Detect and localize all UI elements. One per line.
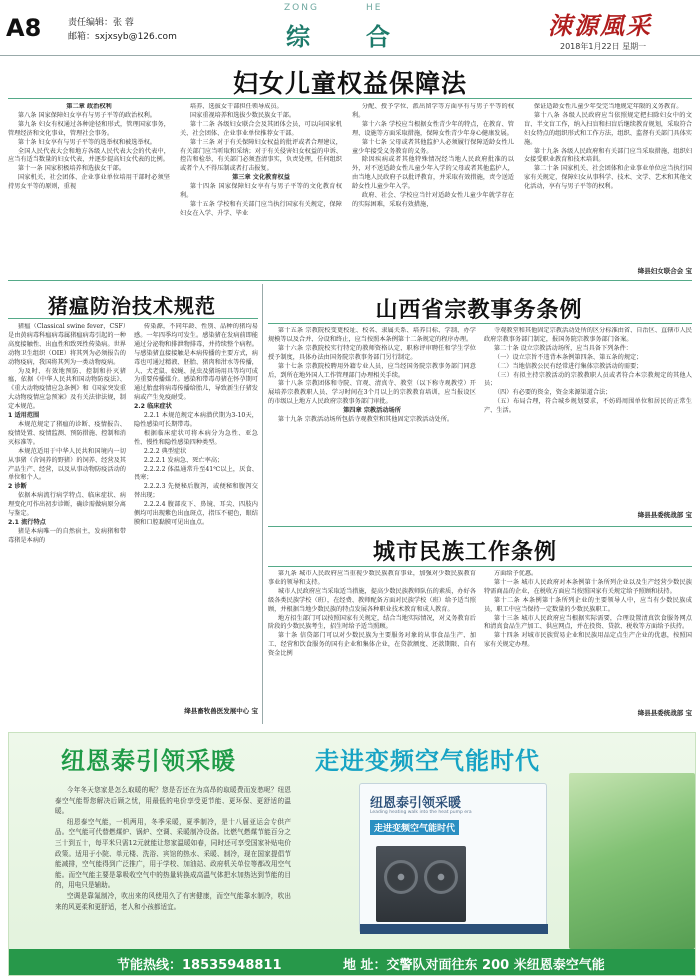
ad-card-brand: 纽恩泰引领采暖 bbox=[370, 796, 462, 811]
sub-heading: 1 适用范围 bbox=[8, 412, 40, 420]
shanxi-article-col-2 bbox=[484, 327, 692, 507]
article-paragraph: （四）有必要的资金，资金来源渠道合法； bbox=[493, 389, 612, 397]
heat-pump-product-card bbox=[359, 783, 547, 933]
article-paragraph: 政府、社会、学校应当针对适龄女性儿童少年就学存在的实际困难，采取有效措施， bbox=[352, 192, 514, 208]
ad-card-subtitle: Leading heating walk into the heat pump era bbox=[370, 810, 472, 815]
ad-paragraph: 今年冬天您家是怎么取暖的呢？您是否还在为高昂的取暖费而发愁呢？纽恩泰空气能帮您解决后顾之忧，用最低的电价享受更节能、更环保、更舒适的温暖。 bbox=[55, 786, 291, 816]
article-paragraph: 第十一条 城市人民政府对本条例第十条所列企业以及生产经营少数民族特需商品的企业，在税收方面应当按照国家有关规定给予照顾和扶持。 bbox=[484, 578, 692, 595]
divider bbox=[8, 318, 258, 319]
women-article-col-2 bbox=[180, 103, 342, 275]
article-paragraph: 城市人民政府应当采取适当措施，提高少数民族教师队伍的素质，办好各级各类民族学校（班），在经费、教师配备方面对民族学校（班）给予适当照顾，并根据当地少数民族的特点发展各种职业技术教育和成人教育。 bbox=[268, 587, 476, 613]
article-paragraph: 第十三条 城市人民政府应当根据实际需要，合理设置清真饮食服务网点和清真食品生产加工、供应网点，并在投资、贷款、税收等方面给予扶持。 bbox=[484, 614, 692, 631]
article-paragraph: 第十五条 学校和有关部门应当执行国家有关规定，保障妇女在入学、升学、毕业 bbox=[180, 200, 342, 217]
ad-card-footer-bar bbox=[360, 924, 548, 934]
article-paragraph: 第九条 妇女有权通过各种途径和形式，管理国家事务，管理经济和文化事业，管理社会事务。 bbox=[8, 120, 170, 137]
article-paragraph: 第十八条 宗教团体和寺院、宫观、清真寺、教堂（以下称寺观教堂）开展培养宗教教职人员、学习时间在3个月以上的宗教教育培训，应当报设区的市级以上地方人民政府宗教事务部门审批。 bbox=[268, 380, 476, 406]
article-paragraph: 2.2.2.4 腹部皮下、鼻镜、耳尖、四肢内侧均可出现紫色出血斑点，指压不褪色，眼结膜和口腔黏膜可见出血点。 bbox=[134, 501, 258, 526]
pig-article-signature: 绛县畜牧兽医发展中心 宝 bbox=[184, 707, 258, 715]
article-paragraph: 方面给予优惠。 bbox=[493, 570, 538, 577]
ethnic-article-signature: 绛县县委统战部 宝 bbox=[637, 709, 692, 717]
article-paragraph: 第十五条 宗教院校变更校址、校名、隶属关系、培养目标、学制、办学规模等以及合并、分设和终止，应当按照本条例第十二条规定的程序办理。 bbox=[268, 327, 476, 343]
article-paragraph: 为及时、有效地预防、控制和扑灭猪瘟，依据《中华人民共和国动物防疫法》、《重大动物疫情应急条例》和《国家突发重大动物疫情应急预案》及有关法律法规，制定本规范。 bbox=[8, 367, 126, 411]
article-paragraph: 第十四条 对城市民族贸易企业和民族用品定点生产企业的优惠，按照国家有关规定办理。 bbox=[484, 632, 692, 649]
article-paragraph: 第八条 国家保障妇女享有与男子平等的政治权利。 bbox=[17, 111, 156, 119]
article-paragraph: 根据临床症状可将本病分为急性、亚急性、慢性和隐性感染四种类型。 bbox=[134, 429, 258, 446]
article-paragraph: （三）有拟主持宗教活动的宗教教职人员或者符合本宗教规定的其他人员； bbox=[484, 371, 692, 388]
section-pinyin-1: ZONG bbox=[284, 3, 319, 13]
women-article-col-4 bbox=[524, 103, 692, 265]
article-paragraph: 猪瘟（Classical swine fever，CSF）是由黄病毒科瘟病毒属猪瘟病毒引起的一种高度接触性、出血性和致死性传染病。世界动物卫生组织（OIE）将其列为必须报告的动物疫病，我国将其列为一类动物疫病。 bbox=[8, 323, 126, 366]
section-heading: 第四章 宗教活动场所 bbox=[343, 407, 401, 415]
heat-pump-unit-image bbox=[376, 846, 466, 922]
fan-icon bbox=[384, 860, 418, 894]
divider bbox=[8, 98, 692, 99]
article-paragraph: （五）布局合理，符合城乡规划要求，不妨碍周围单位和居民的正常生产、生活。 bbox=[484, 398, 692, 415]
article-paragraph: 第十六条 学校应当根据女性青少年的特点，在教育、管理、设施等方面采取措施，保障女性青少年身心健康发展。 bbox=[352, 120, 514, 137]
article-paragraph: 第二十条 国家机关、社会团体和企业事业单位应当执行国家有关规定，保障妇女从事科学、技术、文学、艺术和其他文化活动，享有与男子平等的权利。 bbox=[524, 165, 692, 191]
ad-body-text bbox=[55, 785, 291, 949]
shanxi-article-signature: 绛县县委统战部 宝 bbox=[637, 511, 692, 519]
article-paragraph: 第十九条 宗教活动场所包括寺观教堂和其他固定宗教活动处所。 bbox=[277, 416, 454, 424]
section-pinyin-2: HE bbox=[366, 3, 383, 13]
ethnic-article-headline: 城市民族工作条例 bbox=[372, 540, 557, 565]
section-title-1: 综 bbox=[286, 23, 310, 51]
article-paragraph: 国家重视培养和选拔少数民族女干部。 bbox=[189, 111, 296, 119]
article-paragraph: 猪是本病唯一的自然宿主，发病猪和带毒猪是本病的 bbox=[8, 527, 126, 544]
sub-heading: 2 诊断 bbox=[8, 483, 27, 491]
green-nature-image bbox=[569, 773, 695, 949]
divider bbox=[8, 280, 692, 281]
shanxi-article-headline: 山西省宗教事务条例 bbox=[375, 298, 583, 323]
fan-icon bbox=[424, 860, 458, 894]
ad-address: 地 址：交警队对面往东 200 米纽恩泰空气能 bbox=[343, 958, 605, 973]
article-paragraph: 本规范适用于中华人民共和国境内一切从事猪（含饲养的野猪）的饲养、经营及其产品生产、经营，以及从事动物防疫活动的单位和个人。 bbox=[8, 447, 126, 482]
sub-heading: 2.2 临床症状 bbox=[134, 403, 172, 411]
article-paragraph: 寺观教堂和其他固定宗教活动处所的区分标准由省、自治区、直辖市人民政府宗教事务部门制定，报国务院宗教事务部门备案。 bbox=[484, 327, 692, 343]
article-paragraph: 2.2.2.3 先便秘后腹泻，或便秘和腹泻交替出现； bbox=[134, 483, 258, 500]
section-heading: 第三章 文化教育权益 bbox=[232, 174, 290, 182]
section-heading: 第二章 政治权利 bbox=[66, 103, 112, 110]
article-paragraph: 第十四条 国家保障妇女享有与男子平等的文化教育权利。 bbox=[180, 183, 342, 200]
article-paragraph: 地方招生部门可以按照国家有关规定，结合当地实际情况，对义务教育后阶段的少数民族考生，招生时给予适当照顾。 bbox=[268, 614, 476, 631]
ethnic-article-col-2 bbox=[484, 570, 692, 704]
responsible-editor: 责任编辑：张 蓉 bbox=[68, 18, 134, 28]
column-separator bbox=[262, 284, 263, 724]
article-paragraph: 保证适龄女性儿童少年受完当地规定年限的义务教育。 bbox=[533, 103, 683, 110]
women-article-col-1 bbox=[8, 103, 170, 275]
article-paragraph: 2.2.2 典型症状 bbox=[143, 447, 187, 455]
article-paragraph: 分配、授予学位、派出留学等方面享有与男子平等的权利。 bbox=[352, 103, 514, 119]
divider bbox=[268, 526, 692, 527]
article-paragraph: 第十九条 各级人民政府和有关部门应当采取措施，组织妇女接受职业教育和技术培训。 bbox=[524, 147, 692, 164]
ad-contact-bar bbox=[9, 949, 696, 976]
article-paragraph: 第十二条 各级妇女联合会及其团体会员，可以向国家机关、社会团体、企业事业单位推荐女干部。 bbox=[180, 120, 342, 137]
divider bbox=[268, 323, 692, 324]
article-paragraph: 第十六条 宗教院校实行特定的教师资格认定、职称评审聘任和学生学位授予制度，具体办法由国务院宗教事务部门另行制定。 bbox=[268, 344, 476, 361]
article-paragraph: 依据本病流行病学特点、临床症状、病理变化可作出初步诊断，确诊需做病原分离与鉴定。 bbox=[8, 492, 126, 518]
article-paragraph: 2.2.2.1 发病急、死亡率高； bbox=[143, 456, 224, 464]
ad-brand: 纽恩泰引领采暖 bbox=[61, 747, 236, 775]
article-paragraph: 全国人民代表大会和地方各级人民代表大会的代表中，应当有适当数量的妇女代表，并逐步提高妇女代表的比例。 bbox=[8, 147, 170, 164]
article-paragraph: 第十条 信贷部门可以对少数民族为主要服务对象的从事食品生产、加工、经营和饮食服务的国有企业和集体企业，在贷款额度、还款期限、自有资金比例 bbox=[268, 632, 476, 658]
newspaper-brand: 涑源風采 bbox=[548, 11, 652, 40]
women-article-headline: 妇女儿童权益保障法 bbox=[232, 69, 467, 98]
ad-card-slogan: 走进变频空气能时代 bbox=[370, 820, 459, 835]
article-paragraph: 2.2.2.2 体温通常升至41℃以上，厌食、畏寒； bbox=[134, 465, 258, 482]
sub-heading: 2.1 流行特点 bbox=[8, 518, 46, 526]
article-paragraph: 除因疾病或者其他特殊情况经当地人民政府批准的以外，对不送适龄女性儿童少年入学的父母或者其他监护人，由当地人民政府予以批评教育，并采取有效措施，责令送适龄女性儿童少年入学。 bbox=[352, 156, 514, 191]
article-paragraph: 第十三条 对于有关保障妇女权益的批评或者合理建议，有关部门应当听取和采纳；对于有关侵害妇女权益的申诉、控告和检举，有关部门必须查清事实，负责处理，任何组织或者个人不得压制或者打击报复。 bbox=[180, 138, 342, 173]
article-paragraph: 国家机关、社会团体、企业事业单位培用干部时必须坚持男女平等的原则，重视 bbox=[8, 174, 170, 191]
pig-article-col-1 bbox=[8, 323, 126, 715]
editor-email: 邮箱：sxjxsyb@126.com bbox=[68, 32, 177, 42]
ad-slogan: 走进变频空气能时代 bbox=[315, 747, 540, 775]
article-paragraph: 第二十条 设立宗教活动场所，应当具备下列条件： bbox=[493, 344, 632, 352]
article-paragraph: 培养、选拔女干部担任领导成员。 bbox=[189, 103, 283, 110]
article-paragraph: 传染源，不同年龄、性别、品种的猪均易感。一年四季均可发生。感染猪在发病前即能通过分泌物和排泄物排毒，并持续整个病程。与感染猪直接接触是本病传播的主要方式，病毒也可通过精液、胚胎、猪肉和泔水等传播，人、犬老鼠、蚊蝇、昆虫及猪场用具等均可成为重要传播媒介。感染和带毒母猪在怀孕期可通过胎盘将病毒传播给胎儿，导致新生仔猪发病或产生免疫耐受。 bbox=[134, 323, 258, 402]
article-paragraph: （二）当地信教公民有经常进行集体宗教活动的需要； bbox=[493, 362, 643, 370]
pig-article-col-2 bbox=[134, 323, 258, 703]
shanxi-article-col-1 bbox=[268, 327, 476, 523]
page-header bbox=[0, 0, 700, 56]
ad-paragraph: 空调是靠氟制冷，吹出来的风使用久了有害健康，而空气能靠水制冷，吹出来的风更柔和更舒适，老人和小孩都适宜。 bbox=[55, 891, 291, 911]
page-number: A8 bbox=[6, 14, 42, 42]
pig-article-headline: 猪瘟防治技术规范 bbox=[48, 294, 216, 318]
article-paragraph: 第十七条 宗教院校聘用外籍专业人员，应当经国务院宗教事务部门同意后，到所在地外国人工作管理部门办理相关手续。 bbox=[268, 362, 476, 379]
article-paragraph: 第十八条 各级人民政府应当依照规定把扫除妇女中的文盲、半文盲工作，纳入扫盲和扫盲后继续教育规划，采取符合妇女特点的组织形式和工作方法，组织、监督有关部门具体实施。 bbox=[524, 111, 692, 146]
article-paragraph: 第十二条 本条例第十条所列企业的主要领导人中，应当有少数民族成员，职工中应当保持一定数量的少数民族职工。 bbox=[484, 596, 692, 613]
ethnic-article-col-1 bbox=[268, 570, 476, 720]
section-title-2: 合 bbox=[366, 23, 390, 51]
ad-hotline: 节能热线：18535948811 bbox=[117, 958, 282, 973]
divider bbox=[268, 566, 692, 567]
article-paragraph: 第十条 妇女享有与男子平等的选举权和被选举权。 bbox=[17, 138, 156, 146]
article-paragraph: 本规范规定了猪瘟的诊断、疫情报告、疫情处置、疫情监测、预防措施、控制和消灭标准等。 bbox=[8, 420, 126, 446]
women-article-col-3 bbox=[352, 103, 514, 275]
article-paragraph: 2.2.1 本规范规定本病潜伏期为3-10天，隐性感染可长期带毒。 bbox=[134, 412, 258, 428]
heat-pump-advertisement bbox=[8, 732, 696, 976]
article-paragraph: 第十一条 国家积极培养和选拔女干部。 bbox=[17, 165, 126, 173]
article-paragraph: 第九条 城市人民政府应当重视少数民族教育事业，加强对少数民族教育事业的领导和支持。 bbox=[268, 570, 476, 586]
ad-paragraph: 纽恩泰空气能，一机两用，冬季采暖，夏季制冷，是十八届亚运会专供产品。空气能可代替燃煤炉、锅炉、空调、采暖制冷设备。比燃气燃煤节能百分之三十到五十，每平米只需12元就能让您家温暖如春，同时还可享受国家补贴电价政策。适用于小院、单元楼、洗浴、宾馆的热水、采暖、制冷，现在国家提倡节能减排，空气能得到广泛推广，用于学校、加油站、政府机关单位等都改用空气能。而空气能主要是靠吸收空气中的热量转换成高温气体把水加热达到节能的目的，用电只是辅助。 bbox=[55, 817, 291, 890]
article-paragraph: （一）设立宗旨不违背本条例第四条、第五条的规定； bbox=[493, 353, 643, 361]
women-article-signature: 绛县妇女联合会 宝 bbox=[637, 267, 692, 275]
article-paragraph: 第十七条 父母或者其他监护人必须履行保障适龄女性儿童少年接受义务教育的义务。 bbox=[352, 138, 514, 155]
issue-date: 2018年1月22日 星期一 bbox=[560, 42, 647, 51]
